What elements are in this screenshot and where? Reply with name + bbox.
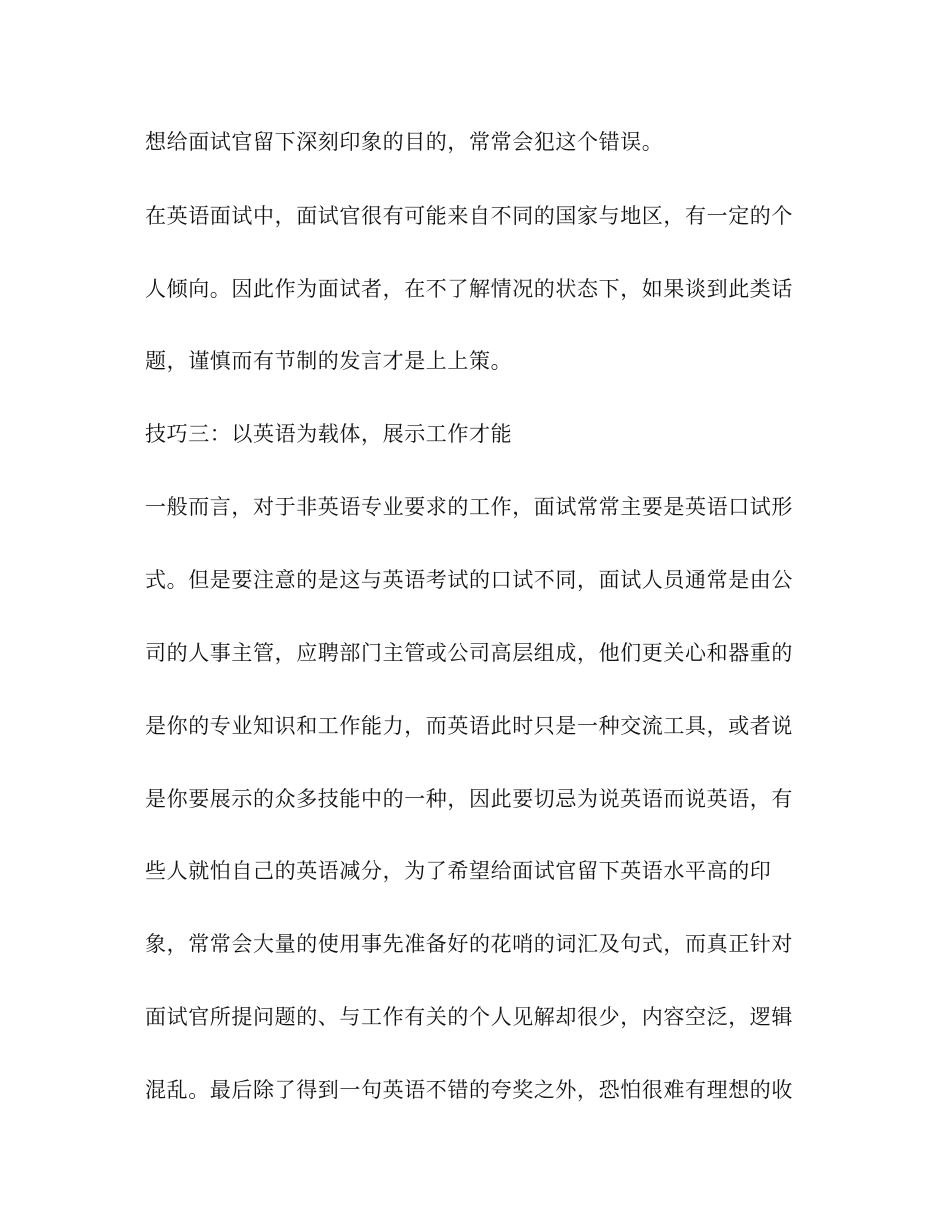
paragraph-line: 是你的专业知识和工作能力，而英语此时只是一种交流工具，或者说 — [145, 714, 793, 738]
paragraph-line: 题，谨慎而有节制的发言才是上上策。 — [145, 349, 513, 373]
paragraph-line: 些人就怕自己的英语减分，为了希望给面试官留下英语水平高的印 — [145, 859, 772, 883]
section-heading: 技巧三：以英语为载体，展示工作才能 — [145, 422, 513, 446]
paragraph-line: 在英语面试中，面试官很有可能来自不同的国家与地区，有一定的个 — [145, 204, 793, 228]
paragraph-line: 面试官所提问题的、与工作有关的个人见解却很少，内容空泛，逻辑 — [145, 1005, 793, 1029]
paragraph-line: 想给面试官留下深刻印象的目的，常常会犯这个错误。 — [145, 130, 664, 154]
paragraph-line: 式。但是要注意的是这与英语考试的口试不同，面试人员通常是由公 — [145, 568, 793, 592]
paragraph-line: 象，常常会大量的使用事先准备好的花哨的词汇及句式，而真正针对 — [145, 932, 793, 956]
paragraph-line: 混乱。最后除了得到一句英语不错的夸奖之外，恐怕很难有理想的收 — [145, 1078, 793, 1102]
paragraph-line: 是你要展示的众多技能中的一种，因此要切忌为说英语而说英语，有 — [145, 787, 793, 811]
paragraph-line: 人倾向。因此作为面试者，在不了解情况的状态下，如果谈到此类话 — [145, 277, 793, 301]
paragraph-line: 一般而言，对于非英语专业要求的工作，面试常常主要是英语口试形 — [145, 495, 793, 519]
paragraph-line: 司的人事主管，应聘部门主管或公司高层组成，他们更关心和器重的 — [145, 641, 793, 665]
